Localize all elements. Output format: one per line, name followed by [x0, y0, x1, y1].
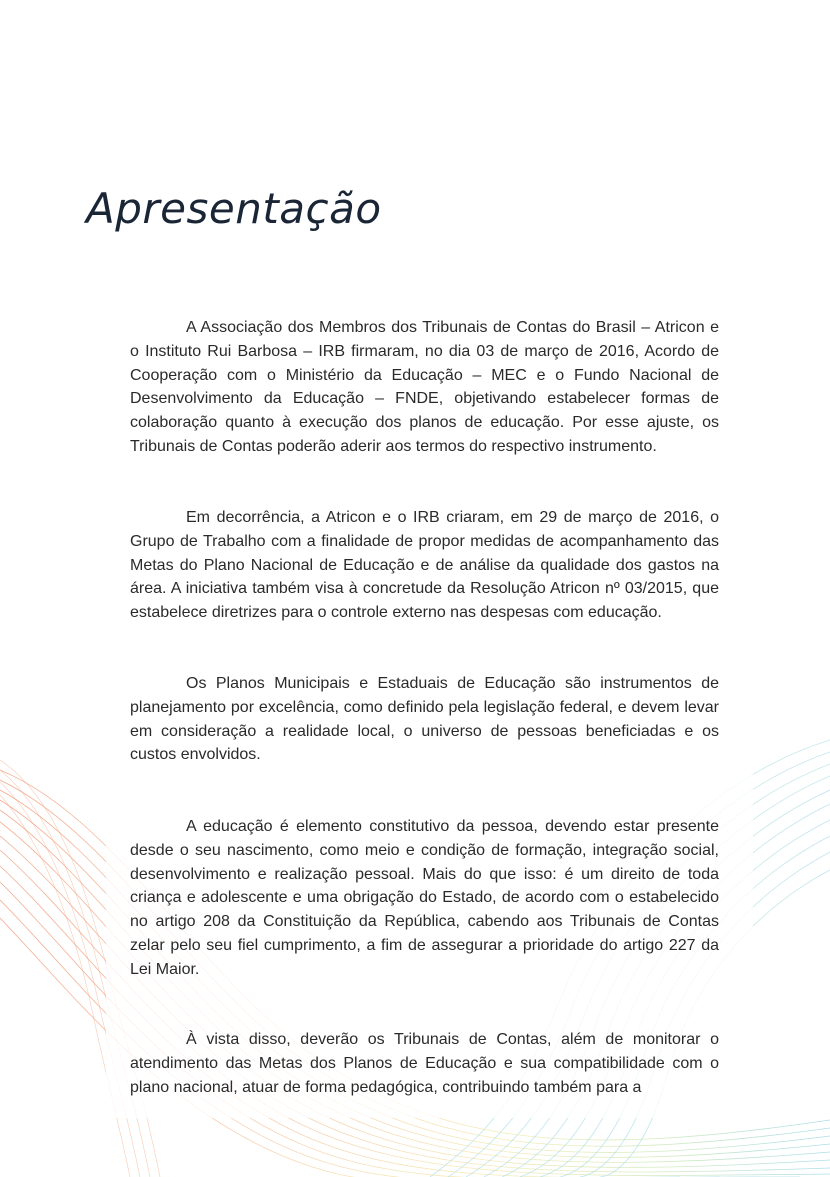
- paragraph-3: Os Planos Municipais e Estaduais de Educação são instrumentos de planejamento por excelência, como definido pela legislação federal, e devem levar em consideração a realidade local, o universo de pessoas beneficiadas e os custos envolvidos.: [130, 675, 719, 764]
- paragraph-2: Em decorrência, a Atricon e o IRB criaram, em 29 de março de 2016, o Grupo de Trabalho com a finalidade de propor medidas de acompanhamento das Metas do Plano Nacional de Educação e de análise da qualidade dos gastos na área. A iniciativa também visa à concretude da Resolução Atricon nº 03/2015, que estabelece diretrizes para o controle externo nas despesas com educação.: [130, 509, 719, 622]
- paragraph-4: A educação é elemento constitutivo da pessoa, devendo estar presente desde o seu nascimento, como meio e condição de formação, integração social, desenvolvimento e realização pessoal. Mais do que isso: é um direito de toda criança e adolescente e uma obrigação do Estado, de acordo com o estabelecido no artigo 208 da Constituição da República, cabendo aos Tribunais de Contas zelar pelo seu fiel cumprimento, a fim de assegurar a prioridade do artigo 227 da Lei Maior.: [130, 818, 719, 978]
- paragraph-1: A Associação dos Membros dos Tribunais de Contas do Brasil – Atricon e o Instituto Rui Barbosa – IRB firmaram, no dia 03 de março de 2016, Acordo de Cooperação com o Ministério da Educação – MEC e o Fundo Nacional de Desenvolvimento da Educação – FNDE, objetivando estabelecer formas de colaboração quanto à execução dos planos de educação. Por esse ajuste, os Tribunais de Contas poderão aderir aos termos do respectivo instrumento.: [130, 319, 719, 455]
- page-title: Apresentação: [86, 184, 382, 233]
- paragraph-5: À vista disso, deverão os Tribunais de Contas, além de monitorar o atendimento das Metas dos Planos de Educação e sua compatibilidade com o plano nacional, atuar de forma pedagógica, contribuindo também para a: [130, 1031, 719, 1096]
